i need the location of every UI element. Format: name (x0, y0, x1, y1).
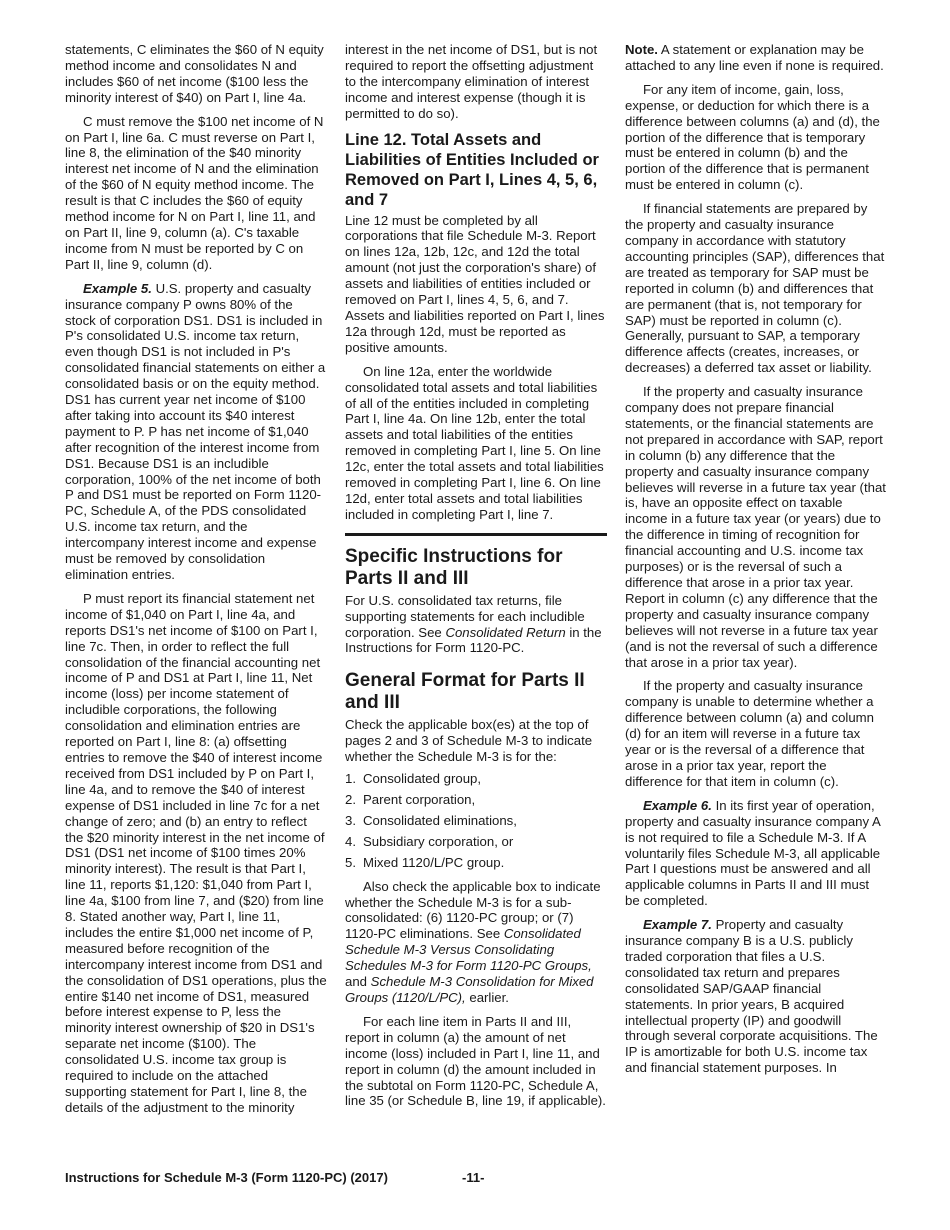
example-7-label: Example 7. (643, 917, 712, 933)
text-run: in the Instructions for Form 1120-PC. (345, 624, 602, 656)
example-5-text: U.S. property and casualty insurance company P owns 80% of the stock of corporation DS1. DS1 is included in P's consolidated U.S. income tax return, even though DS1 is not included in P's consolidated financial statements on either a consolidated basis or on the equity method. DS1 has current year net income of $100 after taking into account its $40 interest payment to P. P has net income of $1,040 after recognition of the interest income from DS1. Because DS1 is an includible corporation, 100% of the net income of both P and DS1 must be reported on Form 1120-PC, Schedule A, of the PDS consolidated U.S. income tax return, and the intercompany interest income and expense must be removed by consolidation elimination entries. (65, 280, 326, 582)
paragraph: For any item of income, gain, loss, expense, or deduction for which there is a difference between columns (a) and (d), the portion of the difference that is temporary must be entered in column (b) and the portion of the difference that is permanent must be entered in column (c). (625, 81, 880, 193)
text-run: For U.S. consolidated tax returns, file supporting statements for each includible corporation. See (345, 592, 585, 640)
paragraph: If financial statements are prepared by the property and casualty insurance company in accordance with statutory accounting principles (SAP), differences that are treated as temporary for SAP must be reported in column (b) and differences that are permanent (that is, not temporary for SAP) must be reported in column (c). Generally, pursuant to SAP, a temporary difference affects (creates, increases, or decreases) a deferred tax asset or liability. (625, 201, 885, 376)
list-number: 3. (345, 812, 356, 828)
list-item (345, 792, 607, 808)
paragraph: On line 12a, enter the worldwide consolidated total assets and total liabilities of all of the entities included in completing Part I, line 4a. On line 12b, enter the total assets and total liabilities of the entities removed in completing Part I, line 5. On line 12c, enter the total assets and total liabilities removed in completing Part I, line 6. On line 12d, enter total assets and total liabilities included in completing Part I, line 7. (345, 363, 604, 522)
example-7-paragraph (625, 917, 887, 1076)
text-run: earlier. (465, 989, 509, 1005)
note-paragraph (625, 42, 887, 74)
note-text: A statement or explanation may be attached to any line even if none is required. (625, 42, 884, 73)
example-6-paragraph (625, 798, 887, 909)
list-text: Consolidated eliminations, (363, 812, 517, 828)
paragraph (345, 593, 607, 657)
schedule-type-list (345, 771, 607, 871)
paragraph: statements, C eliminates the $60 of N equity method income and consolidates N and includes $60 of net income ($100 less the minority interest of $40) on Part I, line 4a. (65, 42, 324, 105)
list-text: Mixed 1120/L/PC group. (363, 854, 505, 870)
column-right (625, 42, 887, 1084)
paragraph (345, 879, 607, 1006)
page-number: -11- (462, 1170, 485, 1185)
paragraph: interest in the net income of DS1, but is not required to report the offsetting adjustment to the intercompany elimination of interest income and interest expense (though it is permitted to do so). (345, 42, 598, 121)
general-format-heading: General Format for Parts II and III (345, 670, 585, 714)
list-item (345, 834, 607, 850)
list-number: 5. (345, 854, 356, 870)
paragraph: P must report its financial statement net income of $1,040 on Part I, line 4a, and reports DS1's net income of $100 on Part I, line 7c. Then, in order to reflect the full consolidation of the financial accounting net income of P and DS1 at Part I, line 11, Net income (loss) per income statement of includible corporations, the following consolidation and elimination entries are reported on Part I, line 8: (a) offsetting entries to remove the $40 of interest income received from DS1 included by P on Part I, line 4a, and to remove the $40 of interest expense of DS1 included in line 7c for a net change of zero; and (b) an entry to reflect the $20 minority interest in the net income of DS1 (DS1 net income of $100 times 20% minority interest). The result is that Part I, line 11, reports $1,120: $1,040 from Part I, line 4a, $100 from line 7, and ($20) from line 8. Stated another way, Part I, line 11, includes the entire $1,000 net income of P, measured before recognition of the intercompany interest income from DS1 and the consolidation of DS1 operations, plus the entire $140 net income of DS1, measured before interest expense to P, less the minority interest ownership of $20 in DS1's separate net income ($100). The consolidated U.S. income tax group is required to include on the attached supporting statement for Part I, line 8, the details of the adjustment to the minority (65, 590, 327, 1115)
paragraph: If the property and casualty insurance company is unable to determine whether a difference between column (a) and column (d) for an item will reverse in a future tax year or is the reversal of a difference that arose in a prior tax year, report the difference for that item in column (c). (625, 678, 874, 789)
example-5-paragraph (65, 281, 327, 583)
example-7-text: Property and casualty insurance company B is a U.S. publicly traded corporation that files a U.S. consolidated tax return and prepares consolidated SAP/GAAP financial statements. In prior years, B acquired intellectual property (IP) and goodwill through several corporate acquisitions. The IP is amortizable for both U.S. income tax and financial statement purposes. In (625, 917, 878, 1076)
list-text: Parent corporation, (363, 792, 476, 807)
text-run: and (345, 974, 371, 990)
list-text: Subsidiary corporation, or (363, 833, 514, 849)
specific-instructions-heading: Specific Instructions for Parts II and III (345, 545, 563, 589)
paragraph: C must remove the $100 net income of N on Part I, line 6a. C must reverse on Part I, line 8, the elimination of the $40 minority interest net income of N and the elimination of the $60 of N equity method income. The result is that C includes the $60 of equity method income for N on Part I, line 11, and on Part II, line 9, column (a). C's taxable income from N must be reported by C on Part II, line 9, column (d). (65, 113, 324, 272)
section-divider (345, 533, 607, 536)
line-12-heading: Line 12. Total Assets and Liabilities of Entities Included or Removed on Part I, Lines 4, 5, 6, and 7 (345, 130, 599, 209)
paragraph: Check the applicable box(es) at the top of pages 2 and 3 of Schedule M-3 to indicate whether the Schedule M-3 is for the: (345, 717, 593, 765)
example-6-text: In its first year of operation, property and casualty insurance company A is not required to file a Schedule M-3. If A voluntarily files Schedule M-3, all applicable Part I questions must be answered and all applicable columns in Parts II and III must be completed. (625, 797, 881, 909)
example-6-label: Example 6. (643, 797, 712, 813)
list-text: Consolidated group, (363, 771, 482, 787)
footer-title: Instructions for Schedule M-3 (Form 1120-PC) (2017) (65, 1170, 388, 1185)
column-middle (345, 42, 607, 1117)
list-item (345, 771, 607, 787)
reference-italic: Consolidated Schedule M-3 Versus Consolidating Schedules M-3 for Form 1120-PC Groups, (345, 926, 592, 974)
reference-italic: Schedule M-3 Consolidation for Mixed Groups (1120/L/PC), (345, 974, 594, 1005)
list-number: 4. (345, 833, 356, 849)
text-run: Also check the applicable box to indicate whether the Schedule M-3 is for a sub-consolidated: (6) 1120-PC group; or (7) 1120-PC eliminations. See (345, 878, 601, 942)
paragraph: If the property and casualty insurance company does not prepare financial statements, or the financial statements are not prepared in accordance with SAP, report in column (b) any difference that the property and casualty insurance company believes will reverse in a future tax year (that is, have an opposite effect on taxable income in a future tax year (or years) due to the difference in timing of recognition for financial accounting and U.S. income tax purposes) or is the reversal of such a difference that arose in a prior tax year. Report in column (c) any difference that the property and casualty insurance company believes will not reverse in a future tax year (and is not the reversal of such a difference that arose in a prior tax year). (625, 384, 886, 670)
page-footer (65, 1170, 485, 1185)
list-item (345, 855, 607, 871)
list-number: 1. (345, 771, 356, 787)
paragraph: For each line item in Parts II and III, report in column (a) the amount of net income (loss) included in Part I, line 11, and report in column (d) the amount included in the subtotal on Form 1120-PC, Schedule A, line 35 (or Schedule B, line 19, if applicable). (345, 1013, 606, 1109)
paragraph: Line 12 must be completed by all corporations that file Schedule M-3. Report on lines 12a, 12b, 12c, and 12d the total amount (not just the corporation's share) of assets and liabilities of entities included or removed on Part I, lines 4, 5, 6, and 7. Assets and liabilities reported on Part I, lines 12a through 12d, must be reported as positive amounts. (345, 212, 605, 355)
reference-italic: Consolidated Return (445, 624, 566, 640)
list-number: 2. (345, 792, 356, 807)
note-label: Note. (625, 42, 658, 57)
list-item (345, 813, 607, 829)
column-left (65, 42, 327, 1124)
example-5-label: Example 5. (83, 280, 152, 296)
